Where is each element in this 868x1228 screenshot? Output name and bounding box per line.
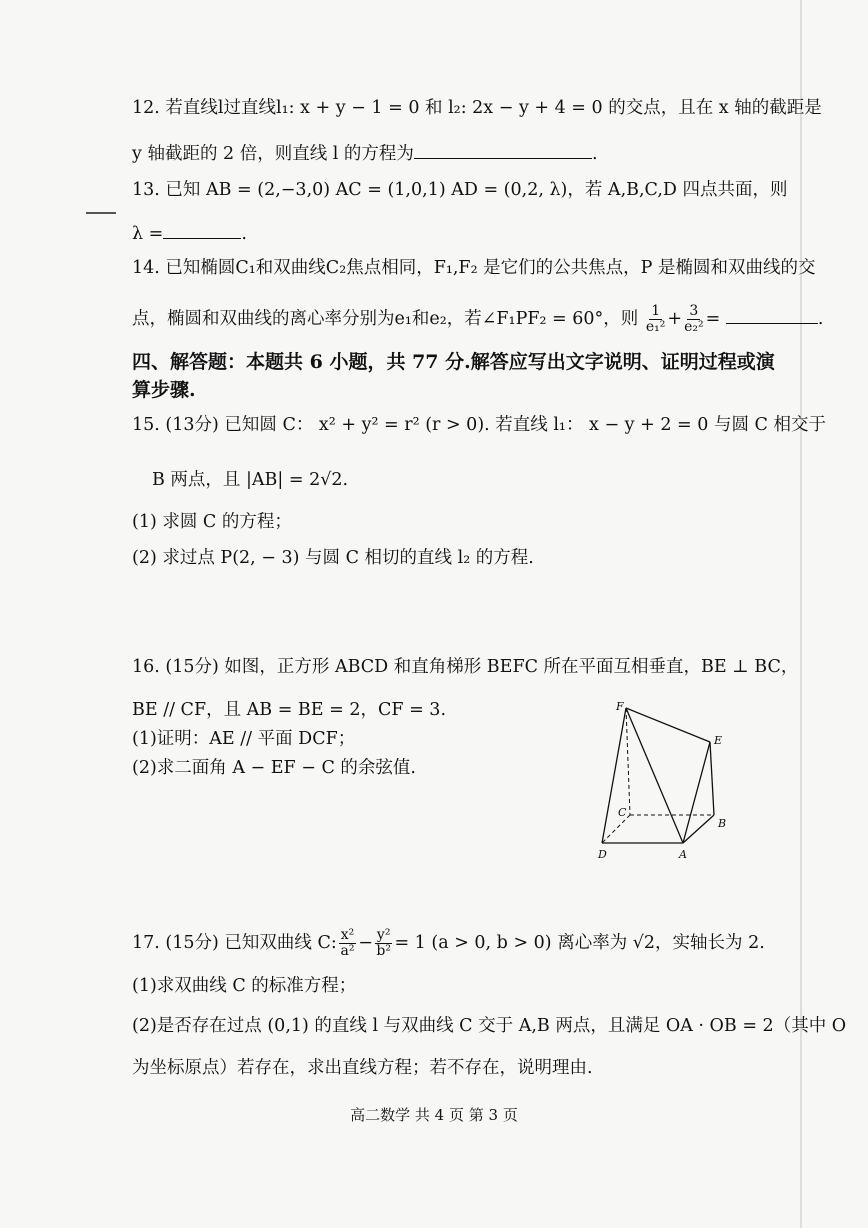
- q14-fraction-1: $\frac{1}{\text{e₁²}}$: [645, 303, 666, 335]
- scan-edge-line: [800, 0, 802, 1228]
- q16-part1: (1)证明：AE // 平面 DCF；: [132, 729, 356, 749]
- section4-heading-line2: 算步骤.: [132, 379, 196, 401]
- label-F: F: [616, 700, 624, 713]
- q17-part1: (1)求双曲线 C 的标准方程；: [132, 976, 357, 996]
- edge-FC-hidden: [626, 708, 630, 815]
- edge-EA: [683, 742, 710, 843]
- q12-line1: 12. 若直线l过直线l₁: x + y − 1 = 0 和 l₂: 2x − y + 4 = 0 的交点，且在 x 轴的截距是: [132, 98, 822, 118]
- q17-line1-text: 17. (15分) 已知双曲线 C:: [132, 933, 337, 953]
- q14-fraction-2: $\frac{3}{\text{e₂²}}$: [684, 303, 704, 335]
- q13-line1: 13. 已知 AB = (2,−3,0) AC = (1,0,1) AD = (0,2, λ)，若 A,B,C,D 四点共面，则: [132, 180, 788, 200]
- q17-fraction-y: $\frac{\text{y²}}{\text{b²}}$: [376, 927, 391, 959]
- q17-minus: −: [358, 933, 373, 953]
- page-footer: 高二数学 共 4 页 第 3 页: [350, 1106, 518, 1124]
- q15-line2: B 两点，且 |AB| = 2√2.: [152, 470, 349, 490]
- q17-part2-line2: 为坐标原点）若存在，求出直线方程；若不存在，说明理由.: [132, 1058, 593, 1078]
- q12-line2-text: y 轴截距的 2 倍，则直线 l 的方程为: [132, 144, 414, 164]
- q14-line2-suffix: .: [817, 309, 824, 329]
- edge-BA: [683, 815, 714, 843]
- q14-answer-blank[interactable]: [726, 305, 818, 324]
- label-E: E: [714, 734, 723, 747]
- label-A: A: [679, 848, 687, 861]
- q14-line2-text: 点，椭圆和双曲线的离心率分别为e₁和e₂，若∠F₁PF₂ = 60°，则: [132, 309, 639, 329]
- q17-fraction-x: $\frac{\text{x²}}{\text{a²}}$: [340, 927, 355, 959]
- q13-answer-blank[interactable]: [163, 220, 241, 239]
- q14-equals: =: [705, 309, 721, 329]
- q12-line2-suffix: .: [591, 144, 598, 164]
- q14-plus: +: [667, 309, 683, 329]
- margin-mark: [86, 212, 116, 214]
- edge-EB: [710, 742, 714, 815]
- label-C: C: [618, 806, 627, 819]
- section4-heading-line1: 四、解答题：本题共 6 小题，共 77 分.解答应写出文字说明、证明过程或演: [132, 351, 775, 373]
- q13-line2-text: λ =: [132, 224, 164, 244]
- label-D: D: [598, 848, 607, 861]
- q15-part1: (1) 求圆 C 的方程；: [132, 512, 292, 532]
- q16-line2: BE // CF，且 AB = BE = 2，CF = 3.: [132, 700, 447, 720]
- q16-geometry-figure: [590, 698, 740, 863]
- q12-line2: [132, 140, 598, 166]
- label-B: B: [718, 817, 727, 830]
- q13-line2-suffix: .: [241, 224, 247, 244]
- q17-line1-suffix: = 1 (a > 0, b > 0) 离心率为 √2，实轴长为 2.: [394, 933, 765, 953]
- q13-line2: [132, 220, 247, 246]
- q17-line1: [132, 928, 765, 959]
- q12-answer-blank[interactable]: [414, 140, 592, 159]
- q16-line1: 16. (15分) 如图，正方形 ABCD 和直角梯形 BEFC 所在平面互相垂直，BE ⊥ BC，: [132, 657, 799, 677]
- q15-line1: 15. (13分) 已知圆 C： x² + y² = r² (r > 0). 若直线 l₁： x − y + 2 = 0 与圆 C 相交于: [132, 415, 826, 435]
- q15-part2: (2) 求过点 P(2, − 3) 与圆 C 相切的直线 l₂ 的方程.: [132, 548, 534, 568]
- q16-part2: (2)求二面角 A − EF − C 的余弦值.: [132, 758, 416, 778]
- q17-part2-line1: (2)是否存在过点 (0,1) 的直线 l 与双曲线 C 交于 A,B 两点，且满足 OA · OB = 2（其中 O: [132, 1016, 847, 1036]
- q14-line1: 14. 已知椭圆C₁和双曲线C₂焦点相同，F₁,F₂ 是它们的公共焦点，P 是椭圆和双曲线的交: [132, 258, 816, 278]
- q14-line2: [132, 304, 823, 335]
